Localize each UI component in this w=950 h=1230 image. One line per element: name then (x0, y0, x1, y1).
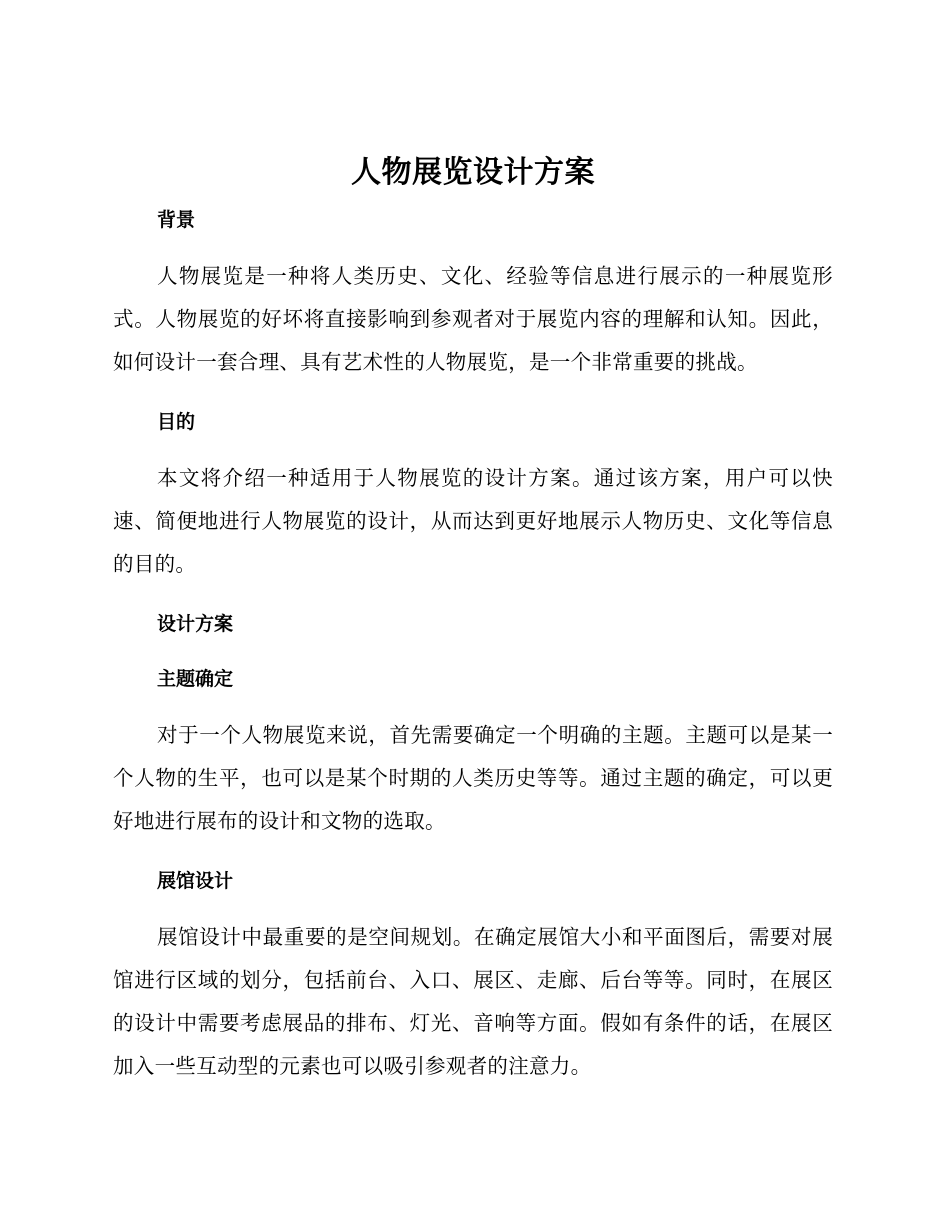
section-heading-hall: 展馆设计 (157, 870, 234, 892)
document-body (113, 148, 833, 1088)
section-paragraph-purpose: 本文将介绍一种适用于人物展览的设计方案。通过该方案，用户可以快速、简便地进行人物展览的设计，从而达到更好地展示人物历史、文化等信息的目的。 (113, 466, 833, 576)
section-heading-purpose: 目的 (157, 411, 196, 433)
section-paragraph-background: 人物展览是一种将人类历史、文化、经验等信息进行展示的一种展览形式。人物展览的好坏将直接影响到参观者对于展览内容的理解和认知。因此，如何设计一套合理、具有艺术性的人物展览，是一个非常重要的挑战。 (113, 264, 833, 374)
section-heading-design-plan: 设计方案 (157, 613, 234, 635)
section-heading-background: 背景 (157, 209, 196, 231)
section-paragraph-theme: 对于一个人物展览来说，首先需要确定一个明确的主题。主题可以是某一个人物的生平，也可以是某个时期的人类历史等等。通过主题的确定，可以更好地进行展布的设计和文物的选取。 (113, 723, 833, 833)
section-heading-theme: 主题确定 (157, 668, 234, 690)
section-paragraph-hall: 展馆设计中最重要的是空间规划。在确定展馆大小和平面图后，需要对展馆进行区域的划分，包括前台、入口、展区、走廊、后台等等。同时，在展区的设计中需要考虑展品的排布、灯光、音响等方面。假如有条件的话，在展区加入一些互动型的元素也可以吸引参观者的注意力。 (113, 925, 833, 1078)
document-title: 人物展览设计方案 (351, 155, 595, 190)
